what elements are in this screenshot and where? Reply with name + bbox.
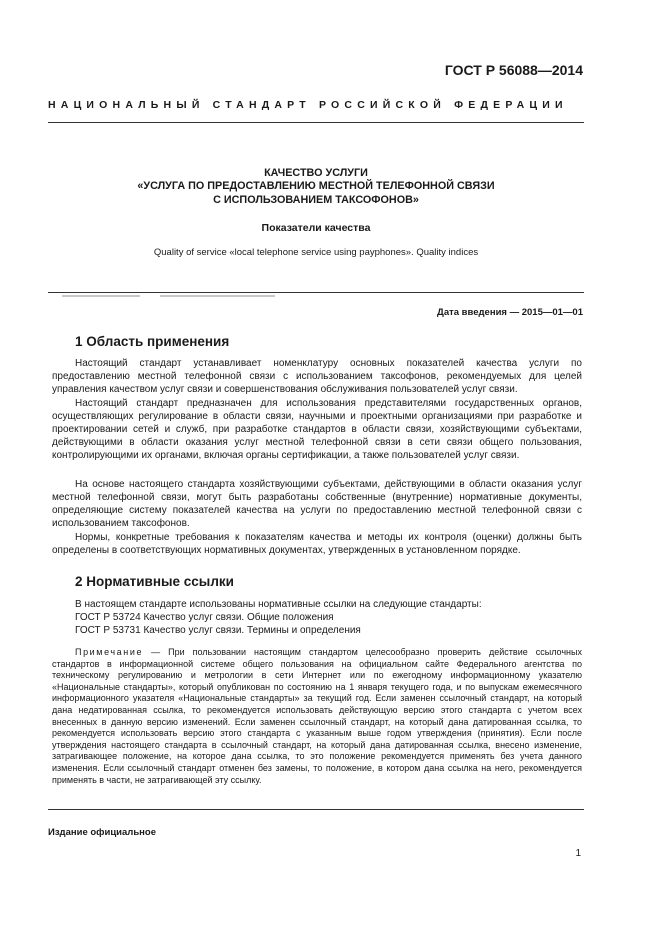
references-note: [52, 647, 582, 786]
introduction-date: Дата введения — 2015—01—01: [437, 307, 583, 318]
reference-item: ГОСТ Р 53724 Качество услуг связи. Общие положения: [75, 612, 334, 623]
section-1-title: 1 Область применения: [75, 334, 230, 349]
title-line-3: С ИСПОЛЬЗОВАНИЕМ ТАКСОФОНОВ»: [213, 193, 419, 206]
section-1-paragraph: Настоящий стандарт предназначен для использования представителями государственных органов, осуществляющих регулирование в области связи, научными и проектными организациями при разработке и проектировании сетей и служб, при разработке стандартов в области связи, хозяйствующими субъектами, действующими в области оказания услуг местной телефонной связи в сети связи общего пользования, контролирующими их органами, включая органы сертификации, а также пользователей услуг связи.: [52, 398, 582, 461]
scan-artifact: [62, 295, 140, 297]
section-1-paragraph: На основе настоящего стандарта хозяйствующими субъектами, действующими в области оказания услуг местной телефонной связи, могут быть разработаны собственные (внутренние) нормативные документы, определяющие систему показателей качества на услуги по предоставлению местной телефонной связи с использованием таксофонов.: [52, 479, 582, 529]
english-title: Quality of service «local telephone service using payphones». Quality indices: [153, 247, 479, 258]
title-line-1: КАЧЕСТВО УСЛУГИ: [264, 167, 368, 179]
footer-divider: [48, 809, 584, 810]
note-label: Примечание: [75, 647, 144, 657]
scan-artifact: [160, 295, 275, 297]
note-text: — При пользовании настоящим стандартом целесообразно проверить действие ссылочных стандартов в информационной системе общего пользования на официальном сайте Федерального агентства по техническому регулированию и метрологии в сети Интернет или по ежегодному информационному указателю «Национальные стандарты», который опубликован по состоянию на 1 января текущего года, и по выпускам ежемесячного информационного указателя «Национальные стандарты» за текущий год. Если заменен ссылочный стандарт, на который дана недатированная ссылка, то рекомендуется использовать действующую версию этого стандарта с учетом всех внесенных в данную версию изменений. Если заменен ссылочный стандарт, на который дана датированная ссылка, то рекомендуется использовать версию этого стандарта с указанным выше годом утверждения (принятия). Если после утверждения настоящего стандарта в ссылочный стандарт, на который дана датированная ссылка, внесено изменение, затрагивающее положение, на которое дана ссылка, то это положение рекомендуется применять без учета данного изменения. Если ссылочный стандарт отменен без замены, то положение, в котором дана ссылка на него, рекомендуется применять в части, не затрагивающей эту ссылку.: [52, 647, 582, 785]
references-intro: В настоящем стандарте использованы нормативные ссылки на следующие стандарты:: [75, 599, 482, 610]
standard-subtitle: Показатели качества: [261, 222, 371, 234]
page-number: 1: [575, 848, 581, 859]
section-2-title: 2 Нормативные ссылки: [75, 574, 234, 589]
national-standard-heading: НАЦИОНАЛЬНЫЙ СТАНДАРТ РОССИЙСКОЙ ФЕДЕРАЦИИ: [48, 99, 568, 111]
header-divider: [48, 122, 584, 123]
title-line-2: «УСЛУГА ПО ПРЕДОСТАВЛЕНИЮ МЕСТНОЙ ТЕЛЕФОННОЙ СВЯЗИ: [137, 180, 495, 193]
reference-item: ГОСТ Р 53731 Качество услуг связи. Термины и определения: [75, 625, 361, 636]
section-1-paragraph: Настоящий стандарт устанавливает номенклатуру основных показателей качества услуги по предоставлению местной телефонной связи с использованием таксофонов, рекомендуемых для целей управления качеством услуг связи и совершенствования обслуживания пользователей услуг связи.: [52, 358, 582, 395]
title-divider: [48, 292, 584, 293]
section-1-paragraph: Нормы, конкретные требования к показателям качества и методы их контроля (оценки) должны быть определены в соответствующих нормативных документах, утвержденных в установленном порядке.: [52, 532, 582, 556]
official-edition-label: Издание официальное: [48, 827, 156, 838]
document-code: ГОСТ Р 56088—2014: [444, 62, 583, 78]
standard-title: [48, 167, 584, 207]
